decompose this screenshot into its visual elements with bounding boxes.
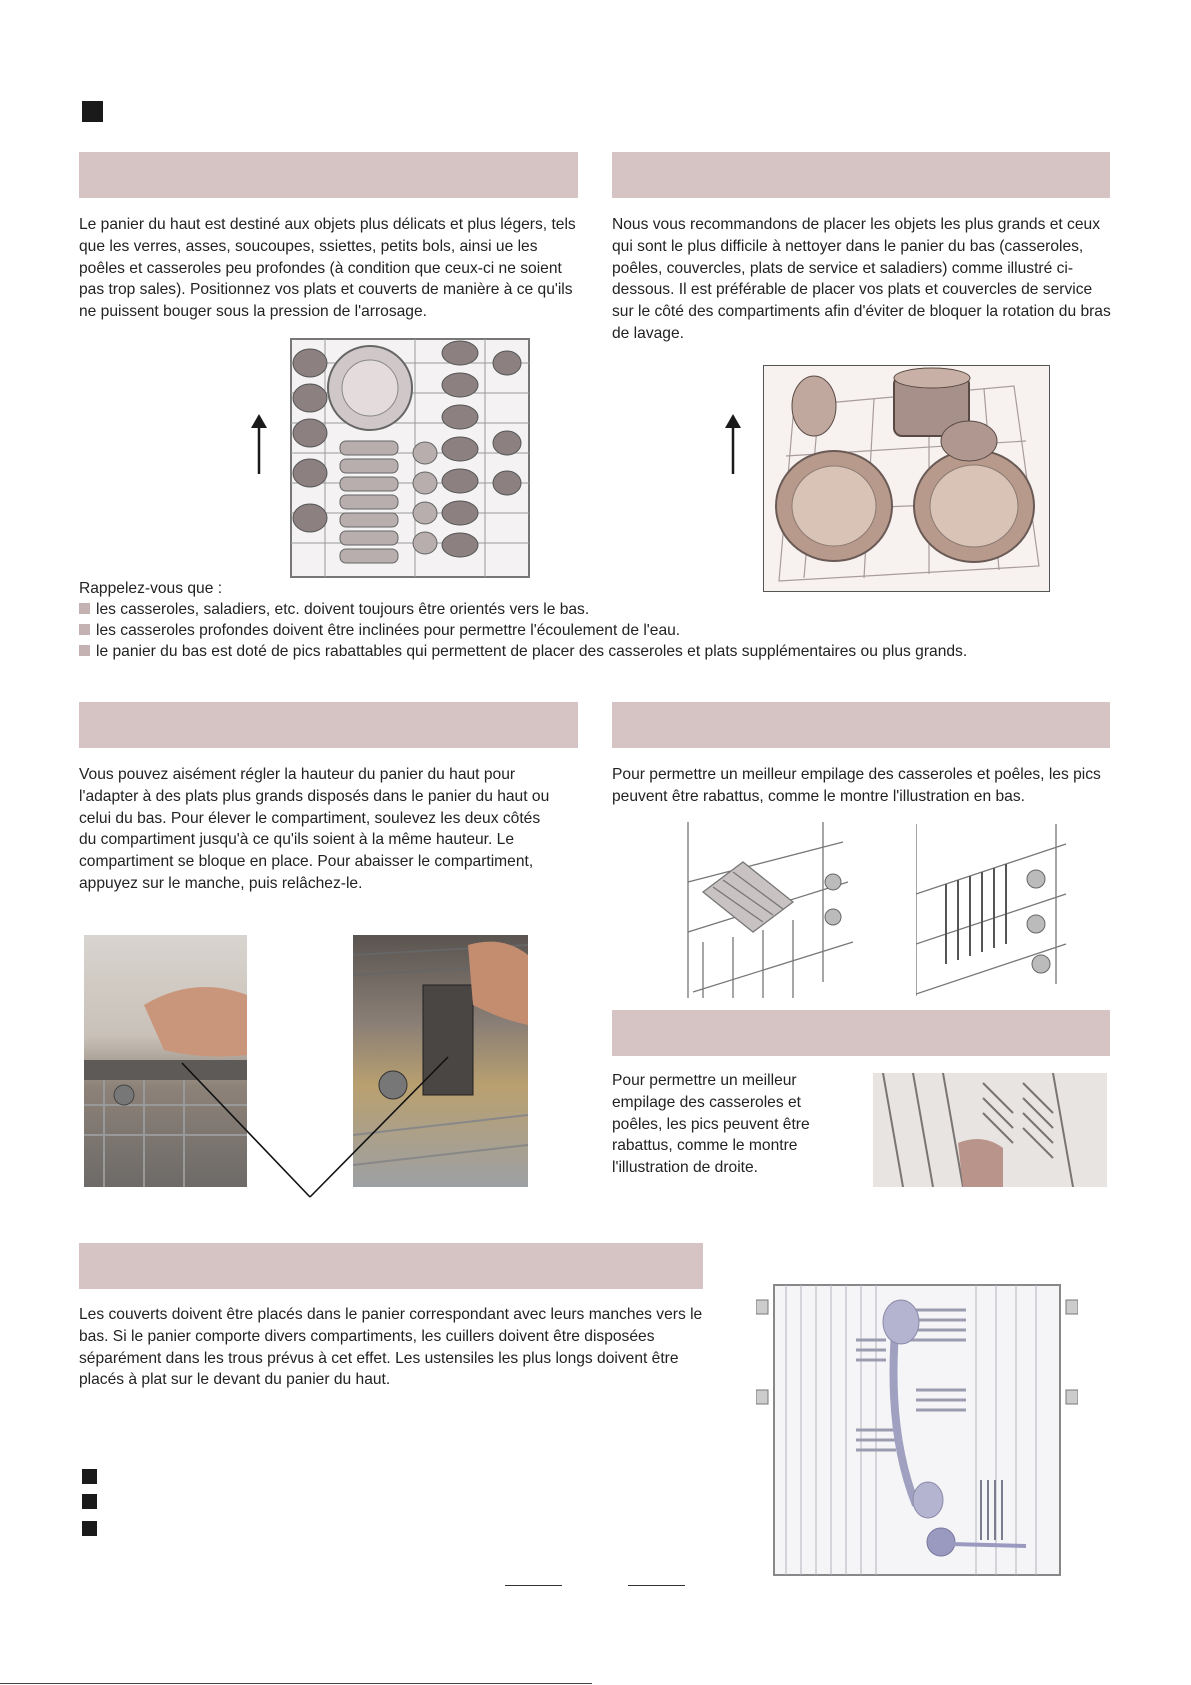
bullet-square-icon	[79, 603, 90, 614]
footer-underline	[505, 1585, 562, 1586]
pointer-lines	[180, 1055, 450, 1200]
reminder-item: les casseroles profondes doivent être inclinées pour permettre l'écoulement de l'eau.	[79, 620, 680, 641]
up-arrow-icon	[247, 414, 271, 476]
upper-basket-drawing	[285, 333, 535, 583]
section-marker-square	[82, 101, 103, 122]
folding-racks-lower-header-bar	[612, 1010, 1110, 1056]
lower-basket-header-bar	[612, 152, 1110, 198]
folding-racks-top-text: Pour permettre un meilleur empilage des casseroles et poêles, les pics peuvent être rabattus, comme le montre l'illustration en bas.	[612, 766, 1101, 805]
reminder-item: le panier du bas est doté de pics rabattables qui permettent de placer des casseroles et plats supplémentaires ou plus grands.	[79, 641, 967, 662]
folding-racks-bottom-text: Pour permettre un meilleur empilage des casseroles et poêles, les pics peuvent être rabattus, comme le montre l'illustration de droite.	[612, 1072, 810, 1177]
upper-basket-header-bar	[79, 152, 578, 198]
folding-racks-photo	[873, 1073, 1107, 1187]
bullet-square-icon	[79, 624, 90, 635]
upright-rack-drawing	[916, 824, 1071, 996]
folding-rack-illustration-upright	[916, 824, 1071, 996]
tines-hand-drawing	[873, 1073, 1107, 1187]
upper-basket-illustration	[285, 333, 535, 583]
upper-basket-text: Le panier du haut est destiné aux objets plus délicats et plus légers, tels que les verres, asses, soucoupes, ssiettes, petits bols, ainsi ue les poêles et casseroles peu profondes (à condition que ceux-ci ne soient pas trop sales). Positionnez vos plats et couverts de manière à ce qu'ils ne puissent bouger sous la pression de l'arrosage.	[79, 216, 576, 321]
height-adjust-text: Vous pouvez aisément régler la hauteur du panier du haut pour l'adapter à des plats plus grands disposés dans le panier du haut ou celui du bas. Pour élever le compartiment, soulevez les deux côtés du compartiment jusqu'à ce qu'ils soient à la même hauteur. Le compartiment se bloque en place. Pour abaisser le compartiment, appuyez sur le manche, puis relâchez-le.	[79, 766, 550, 892]
cutlery-text: Les couverts doivent être placés dans le panier correspondant avec leurs manches vers le bas. Si le panier comporte divers compartiments, les cuillers doivent être disposées séparément dans les trous prévus à cet effet. Les ustensiles les plus longs doivent être placés à plat sur le devant du panier du haut.	[79, 1306, 703, 1389]
reminder-title: Rappelez-vous que :	[79, 580, 223, 597]
footer-underline	[628, 1585, 685, 1586]
folding-racks-header-bar	[612, 702, 1110, 748]
lower-basket-text: Nous vous recommandons de placer les objets les plus grands et ceux qui sont le plus difficile à nettoyer dans le panier du bas (casseroles, poêles, couvercles, plats de service et saladiers) comme illustré ci-dessous. Il est préférable de placer vos plats et couvercles de service sur le côté des compartiments afin d'éviter de bloquer la rotation du bras de lavage.	[612, 216, 1111, 342]
footer-rule	[0, 1683, 592, 1684]
up-arrow-icon	[721, 414, 745, 476]
reminder-item: les casseroles, saladiers, etc. doivent toujours être orientés vers le bas.	[79, 599, 589, 620]
note-marker-square	[82, 1469, 97, 1484]
cutlery-header-bar	[79, 1243, 703, 1289]
folded-rack-drawing	[683, 822, 857, 998]
bullet-square-icon	[79, 645, 90, 656]
note-marker-square	[82, 1521, 97, 1536]
cutlery-basket-drawing	[756, 1280, 1078, 1580]
height-adjust-header-bar	[79, 702, 578, 748]
lower-basket-illustration	[763, 365, 1050, 592]
note-marker-square	[82, 1494, 97, 1509]
cutlery-basket-illustration	[756, 1280, 1078, 1580]
folding-rack-illustration-folded	[683, 822, 857, 998]
lower-basket-drawing	[764, 366, 1049, 591]
